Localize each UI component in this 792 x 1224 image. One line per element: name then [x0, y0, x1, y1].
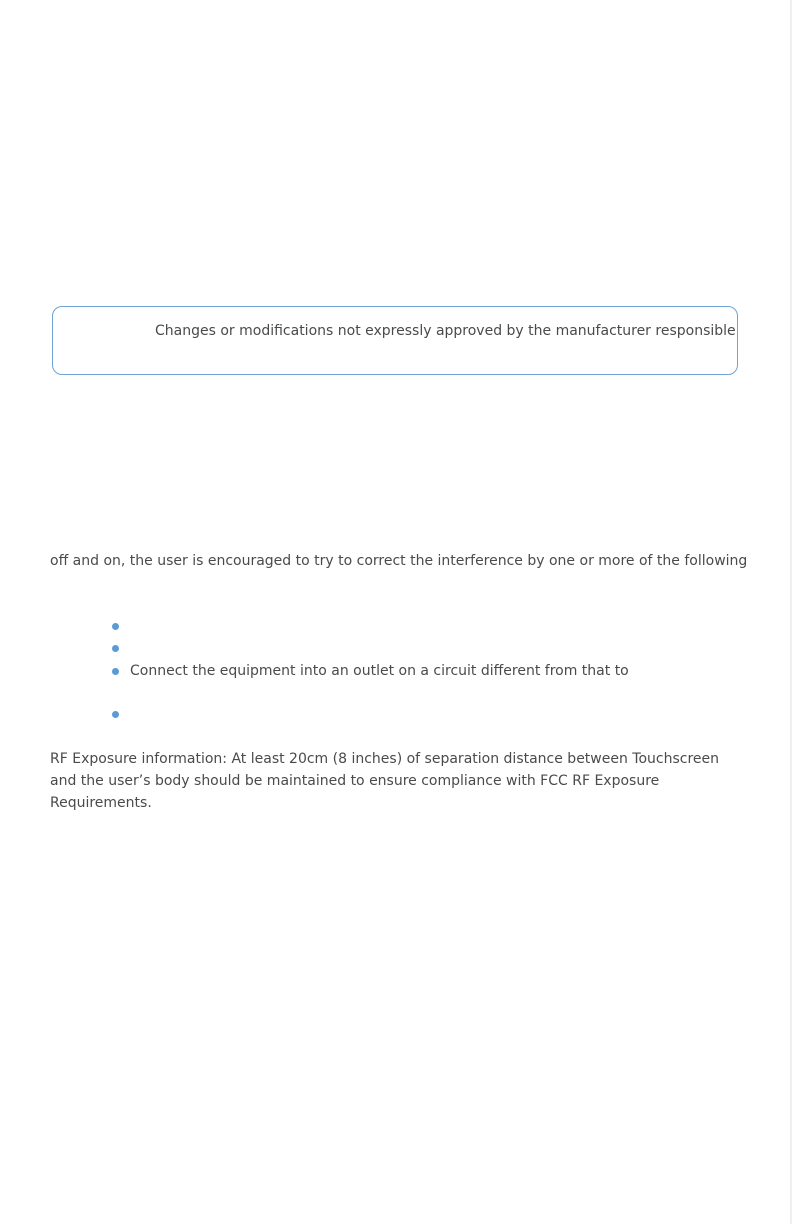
- list-item: [112, 704, 130, 724]
- list-item: [112, 661, 629, 681]
- list-item-text: Connect the equipment into an outlet on a circuit different from that to: [130, 663, 629, 679]
- list-item: [112, 638, 130, 658]
- rf-exposure-paragraph: [50, 748, 730, 814]
- bullet-icon: [112, 711, 119, 718]
- bullet-icon: [112, 645, 119, 652]
- rf-exposure-line: RF Exposure information: At least 20cm (8 inches) of separation distance between Touchscreen: [50, 751, 720, 767]
- bullet-icon: [112, 668, 119, 675]
- bullet-icon: [112, 623, 119, 630]
- list-item: [112, 616, 130, 636]
- warning-notice-box: [52, 306, 738, 375]
- rf-exposure-line: and the user’s body should be maintained to ensure compliance with FCC RF Exposure: [50, 773, 660, 789]
- interference-paragraph: off and on, the user is encouraged to try to correct the interference by one or more of the following: [50, 553, 748, 569]
- notice-text: Changes or modifications not expressly approved by the manufacturer responsible: [155, 323, 736, 339]
- rf-exposure-line: Requirements.: [50, 795, 152, 811]
